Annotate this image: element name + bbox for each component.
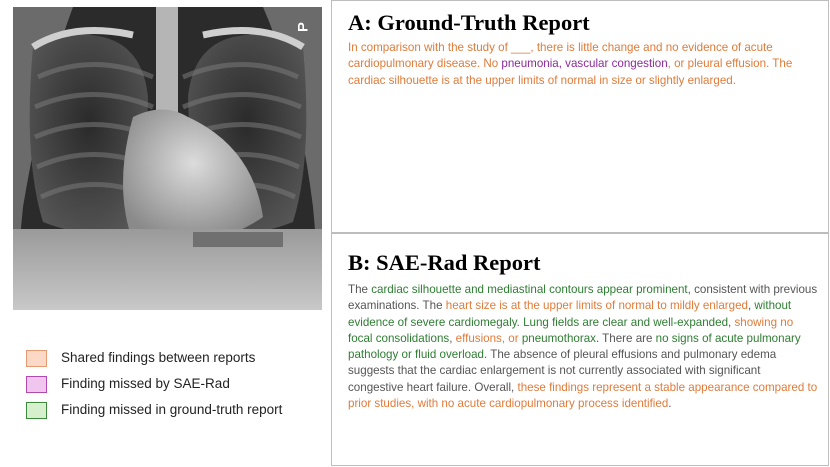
report-segment: effusions, or — [455, 331, 519, 345]
report-segment: , or pleural effusion. The cardiac silhouette is at the upper limits of normal in size or slightly enlarged. — [348, 57, 793, 87]
sae-rad-title: B: SAE-Rad Report — [348, 250, 541, 275]
report-segment: pneumonia, vascular congestion — [501, 57, 668, 71]
report-segment: In comparison with the study of ___, there is little change and no evidence of acute cardiopulmonary disease. No — [348, 41, 773, 71]
report-segment: heart size is at the upper limits of normal to mildly enlarged — [445, 299, 748, 313]
report-segment: focal consolidations — [348, 331, 450, 345]
report-segment: no signs of acute pulmonary pathology or fluid overload — [348, 331, 801, 362]
report-segment: . There are — [595, 331, 656, 345]
report-segment: cardiac silhouette and mediastinal contours appear prominent — [371, 283, 688, 296]
sae-rad-report-panel — [331, 233, 829, 466]
legend-swatch-missed-by-sae-rad — [26, 376, 47, 393]
chest-xray-image — [13, 7, 322, 310]
legend-label-missed-in-ground-truth: Finding missed in ground-truth report — [61, 402, 283, 417]
report-segment: pneumothorax — [521, 331, 596, 345]
report-segment: The — [348, 283, 372, 296]
report-segment: , — [449, 331, 456, 345]
report-segment: , consistent with previous examinations. The — [348, 283, 818, 313]
report-segment: . — [668, 397, 672, 411]
report-segment: , — [728, 315, 735, 329]
report-segment: showing no — [734, 315, 794, 329]
report-segment: without evidence of severe cardiomegaly. Lung fields are clear and well-expanded — [348, 299, 792, 329]
legend-swatch-missed-in-ground-truth — [26, 402, 47, 419]
report-segment: , — [747, 299, 755, 313]
sae-rad-report-text — [348, 282, 818, 412]
ground-truth-report-panel — [331, 0, 829, 233]
legend-label-missed-by-sae-rad: Finding missed by SAE-Rad — [61, 376, 230, 391]
ground-truth-title: A: Ground-Truth Report — [348, 10, 590, 35]
report-segment: . The absence of pleural effusions and pulmonary edema suggests that the cardiac enlargement is not currently associated with significant congestive heart failure. Overall, — [348, 348, 777, 394]
report-segment: these findings represent a stable appearance compared to prior studies, with no acute cardiopulmonary process identified — [348, 380, 818, 411]
xray-marker-text: Ԁ — [295, 22, 311, 33]
ground-truth-report-text — [348, 40, 818, 89]
legend-swatch-shared — [26, 350, 47, 367]
legend-label-shared: Shared findings between reports — [61, 350, 256, 365]
